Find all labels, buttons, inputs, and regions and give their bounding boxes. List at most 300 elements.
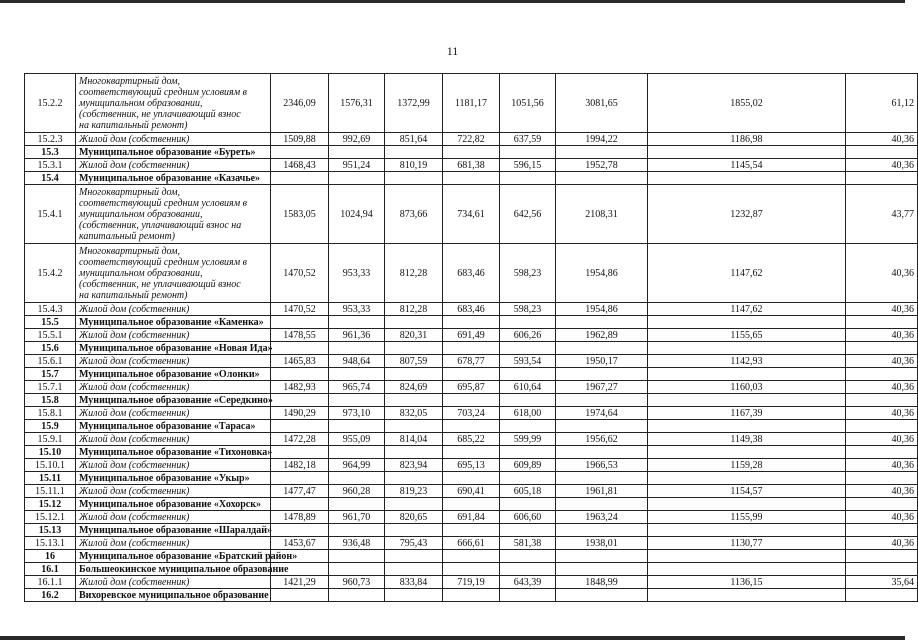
- table-row: [25, 459, 918, 472]
- section-title: Муниципальное образование «Середкино»: [76, 394, 271, 407]
- empty-cell: [385, 146, 443, 159]
- empty-cell: [556, 446, 648, 459]
- description-line: капитальный ремонт): [79, 230, 176, 242]
- empty-cell: [846, 420, 918, 433]
- empty-cell: [271, 316, 329, 329]
- empty-cell: [443, 524, 500, 537]
- row-code: 16: [25, 550, 76, 563]
- empty-cell: [648, 589, 846, 602]
- section-title: Муниципальное образование «Буреть»: [76, 146, 271, 159]
- empty-cell: [500, 146, 556, 159]
- empty-cell: [329, 342, 385, 355]
- empty-cell: [329, 472, 385, 485]
- table-row: [25, 485, 918, 498]
- row-code: 15.2.2: [25, 74, 76, 133]
- section-title: Муниципальное образование «Новая Ида»: [76, 342, 271, 355]
- empty-cell: [556, 420, 648, 433]
- value-cell: 1966,53: [556, 459, 648, 472]
- empty-cell: [329, 146, 385, 159]
- empty-cell: [385, 342, 443, 355]
- empty-cell: [443, 472, 500, 485]
- table-row: [25, 381, 918, 394]
- empty-cell: [385, 589, 443, 602]
- value-cell: 1160,03: [648, 381, 846, 394]
- value-cell: 695,13: [443, 459, 500, 472]
- empty-cell: [556, 472, 648, 485]
- empty-cell: [385, 550, 443, 563]
- empty-cell: [648, 563, 846, 576]
- value-cell: 695,87: [443, 381, 500, 394]
- value-cell: 1167,39: [648, 407, 846, 420]
- value-cell: 1453,67: [271, 537, 329, 550]
- section-title: Муниципальное образование «Укыр»: [76, 472, 271, 485]
- row-description: Жилой дом (собственник): [76, 381, 271, 394]
- section-row: [25, 498, 918, 511]
- empty-cell: [648, 342, 846, 355]
- empty-cell: [648, 368, 846, 381]
- value-cell: 823,94: [385, 459, 443, 472]
- empty-cell: [443, 342, 500, 355]
- description-line: соответствующий средним условиям в: [79, 197, 247, 209]
- value-cell: 812,28: [385, 303, 443, 316]
- empty-cell: [846, 316, 918, 329]
- row-code: 15.12: [25, 498, 76, 511]
- empty-cell: [846, 589, 918, 602]
- row-description: Жилой дом (собственник): [76, 329, 271, 342]
- value-cell: 598,23: [500, 303, 556, 316]
- value-cell: 40,36: [846, 355, 918, 368]
- empty-cell: [648, 524, 846, 537]
- value-cell: 1470,52: [271, 303, 329, 316]
- row-description: Жилой дом (собственник): [76, 355, 271, 368]
- empty-cell: [846, 524, 918, 537]
- empty-cell: [846, 550, 918, 563]
- value-cell: 1149,38: [648, 433, 846, 446]
- row-description: [76, 185, 271, 244]
- page-number: 11: [446, 44, 459, 58]
- value-cell: 43,77: [846, 185, 918, 244]
- empty-cell: [500, 420, 556, 433]
- description-line: соответствующий средним условиям в: [79, 86, 247, 98]
- empty-cell: [443, 550, 500, 563]
- value-cell: 1994,22: [556, 133, 648, 146]
- value-cell: 807,59: [385, 355, 443, 368]
- value-cell: 40,36: [846, 459, 918, 472]
- value-cell: 703,24: [443, 407, 500, 420]
- tariff-table: [24, 73, 918, 602]
- value-cell: 960,28: [329, 485, 385, 498]
- value-cell: 40,36: [846, 159, 918, 172]
- empty-cell: [271, 524, 329, 537]
- row-code: 15.11.1: [25, 485, 76, 498]
- value-cell: 2108,31: [556, 185, 648, 244]
- section-title: Муниципальное образование «Шаралдай»: [76, 524, 271, 537]
- row-code: 16.1.1: [25, 576, 76, 589]
- value-cell: 953,33: [329, 303, 385, 316]
- value-cell: 1136,15: [648, 576, 846, 589]
- row-code: 16.2: [25, 589, 76, 602]
- value-cell: 40,36: [846, 303, 918, 316]
- row-description: Жилой дом (собственник): [76, 433, 271, 446]
- row-description: Жилой дом (собственник): [76, 407, 271, 420]
- value-cell: 833,84: [385, 576, 443, 589]
- value-cell: 1482,93: [271, 381, 329, 394]
- value-cell: 955,09: [329, 433, 385, 446]
- value-cell: 960,73: [329, 576, 385, 589]
- value-cell: 681,38: [443, 159, 500, 172]
- value-cell: 1155,65: [648, 329, 846, 342]
- value-cell: 819,23: [385, 485, 443, 498]
- section-title: Муниципальное образование «Тихоновка»: [76, 446, 271, 459]
- empty-cell: [271, 146, 329, 159]
- row-description: Жилой дом (собственник): [76, 576, 271, 589]
- empty-cell: [443, 420, 500, 433]
- value-cell: 951,24: [329, 159, 385, 172]
- value-cell: 40,36: [846, 244, 918, 303]
- value-cell: 40,36: [846, 133, 918, 146]
- value-cell: 40,36: [846, 511, 918, 524]
- description-line: на капитальный ремонт): [79, 289, 188, 301]
- value-cell: 1130,77: [648, 537, 846, 550]
- description-line: (собственник, не уплачивающий взнос: [79, 108, 241, 120]
- value-cell: 643,39: [500, 576, 556, 589]
- row-description: Жилой дом (собственник): [76, 459, 271, 472]
- value-cell: 1509,88: [271, 133, 329, 146]
- empty-cell: [443, 498, 500, 511]
- row-description: Жилой дом (собственник): [76, 511, 271, 524]
- row-code: 15.13: [25, 524, 76, 537]
- value-cell: 678,77: [443, 355, 500, 368]
- empty-cell: [846, 498, 918, 511]
- description-line: муниципальном образовании,: [79, 97, 203, 109]
- value-cell: 618,00: [500, 407, 556, 420]
- empty-cell: [329, 524, 385, 537]
- section-title: Муниципальное образование «Братский район»: [76, 550, 271, 563]
- empty-cell: [556, 589, 648, 602]
- value-cell: 1950,17: [556, 355, 648, 368]
- table-row: [25, 244, 918, 303]
- empty-cell: [385, 394, 443, 407]
- description-line: муниципальном образовании,: [79, 208, 203, 220]
- empty-cell: [846, 172, 918, 185]
- empty-cell: [443, 368, 500, 381]
- description-line: муниципальном образовании,: [79, 267, 203, 279]
- empty-cell: [329, 394, 385, 407]
- value-cell: 1482,18: [271, 459, 329, 472]
- empty-cell: [648, 498, 846, 511]
- value-cell: 820,31: [385, 329, 443, 342]
- value-cell: 598,23: [500, 244, 556, 303]
- empty-cell: [443, 589, 500, 602]
- section-title: Муниципальное образование «Казачье»: [76, 172, 271, 185]
- value-cell: 593,54: [500, 355, 556, 368]
- section-title: Вихоревское муниципальное образование: [76, 589, 271, 602]
- empty-cell: [556, 316, 648, 329]
- empty-cell: [556, 146, 648, 159]
- value-cell: 609,89: [500, 459, 556, 472]
- description-line: Многоквартирный дом,: [79, 245, 181, 257]
- value-cell: 1181,17: [443, 74, 500, 133]
- empty-cell: [329, 368, 385, 381]
- value-cell: 1477,47: [271, 485, 329, 498]
- value-cell: 1024,94: [329, 185, 385, 244]
- empty-cell: [271, 589, 329, 602]
- section-row: [25, 472, 918, 485]
- empty-cell: [556, 368, 648, 381]
- empty-cell: [556, 550, 648, 563]
- value-cell: 1051,56: [500, 74, 556, 133]
- value-cell: 606,60: [500, 511, 556, 524]
- row-description: Жилой дом (собственник): [76, 303, 271, 316]
- empty-cell: [271, 342, 329, 355]
- empty-cell: [385, 316, 443, 329]
- empty-cell: [846, 368, 918, 381]
- table-row: [25, 433, 918, 446]
- table-row: [25, 303, 918, 316]
- value-cell: 1938,01: [556, 537, 648, 550]
- value-cell: 1961,81: [556, 485, 648, 498]
- value-cell: 873,66: [385, 185, 443, 244]
- row-code: 15.6.1: [25, 355, 76, 368]
- empty-cell: [500, 472, 556, 485]
- empty-cell: [329, 563, 385, 576]
- section-row: [25, 550, 918, 563]
- row-code: 15.13.1: [25, 537, 76, 550]
- section-row: [25, 368, 918, 381]
- empty-cell: [500, 550, 556, 563]
- section-row: [25, 342, 918, 355]
- value-cell: 1155,99: [648, 511, 846, 524]
- value-cell: 1468,43: [271, 159, 329, 172]
- value-cell: 1963,24: [556, 511, 648, 524]
- row-code: 15.9.1: [25, 433, 76, 446]
- empty-cell: [329, 172, 385, 185]
- scan-edge-bottom: [0, 636, 905, 640]
- row-code: 15.4.3: [25, 303, 76, 316]
- section-row: [25, 446, 918, 459]
- value-cell: 1952,78: [556, 159, 648, 172]
- row-description: Жилой дом (собственник): [76, 133, 271, 146]
- table-row: [25, 537, 918, 550]
- table-row: [25, 355, 918, 368]
- empty-cell: [556, 172, 648, 185]
- row-code: 16.1: [25, 563, 76, 576]
- row-code: 15.4: [25, 172, 76, 185]
- empty-cell: [556, 342, 648, 355]
- section-row: [25, 394, 918, 407]
- value-cell: 1848,99: [556, 576, 648, 589]
- scan-edge-top: [0, 0, 905, 3]
- empty-cell: [329, 316, 385, 329]
- empty-cell: [846, 146, 918, 159]
- value-cell: 2346,09: [271, 74, 329, 133]
- value-cell: 610,64: [500, 381, 556, 394]
- value-cell: 734,61: [443, 185, 500, 244]
- section-row: [25, 524, 918, 537]
- value-cell: 666,61: [443, 537, 500, 550]
- empty-cell: [846, 563, 918, 576]
- value-cell: 1147,62: [648, 303, 846, 316]
- value-cell: 40,36: [846, 433, 918, 446]
- section-row: [25, 563, 918, 576]
- value-cell: 820,65: [385, 511, 443, 524]
- row-code: 15.10.1: [25, 459, 76, 472]
- value-cell: 1186,98: [648, 133, 846, 146]
- empty-cell: [271, 446, 329, 459]
- value-cell: 605,18: [500, 485, 556, 498]
- value-cell: 965,74: [329, 381, 385, 394]
- value-cell: 810,19: [385, 159, 443, 172]
- section-row: [25, 172, 918, 185]
- row-code: 15.12.1: [25, 511, 76, 524]
- row-code: 15.10: [25, 446, 76, 459]
- value-cell: 1145,54: [648, 159, 846, 172]
- value-cell: 824,69: [385, 381, 443, 394]
- empty-cell: [846, 394, 918, 407]
- value-cell: 1159,28: [648, 459, 846, 472]
- value-cell: 992,69: [329, 133, 385, 146]
- empty-cell: [500, 524, 556, 537]
- empty-cell: [271, 172, 329, 185]
- empty-cell: [648, 446, 846, 459]
- row-code: 15.3.1: [25, 159, 76, 172]
- empty-cell: [385, 498, 443, 511]
- value-cell: 719,19: [443, 576, 500, 589]
- section-title: Муниципальное образование «Олонки»: [76, 368, 271, 381]
- row-code: 15.3: [25, 146, 76, 159]
- empty-cell: [556, 563, 648, 576]
- empty-cell: [443, 446, 500, 459]
- empty-cell: [648, 316, 846, 329]
- empty-cell: [271, 368, 329, 381]
- row-description: Жилой дом (собственник): [76, 485, 271, 498]
- empty-cell: [385, 472, 443, 485]
- value-cell: 3081,65: [556, 74, 648, 133]
- value-cell: 40,36: [846, 329, 918, 342]
- empty-cell: [443, 316, 500, 329]
- row-description: Жилой дом (собственник): [76, 159, 271, 172]
- empty-cell: [443, 563, 500, 576]
- empty-cell: [500, 342, 556, 355]
- row-code: 15.5: [25, 316, 76, 329]
- value-cell: 814,04: [385, 433, 443, 446]
- empty-cell: [385, 172, 443, 185]
- table-row: [25, 407, 918, 420]
- empty-cell: [648, 420, 846, 433]
- value-cell: 1142,93: [648, 355, 846, 368]
- empty-cell: [846, 342, 918, 355]
- value-cell: 61,12: [846, 74, 918, 133]
- value-cell: 961,70: [329, 511, 385, 524]
- value-cell: 964,99: [329, 459, 385, 472]
- table-row: [25, 511, 918, 524]
- row-description: Жилой дом (собственник): [76, 537, 271, 550]
- value-cell: 1478,55: [271, 329, 329, 342]
- section-title: Муниципальное образование «Каменка»: [76, 316, 271, 329]
- value-cell: 683,46: [443, 303, 500, 316]
- table-row: [25, 576, 918, 589]
- value-cell: 637,59: [500, 133, 556, 146]
- value-cell: 690,41: [443, 485, 500, 498]
- value-cell: 1583,05: [271, 185, 329, 244]
- empty-cell: [271, 394, 329, 407]
- value-cell: 40,36: [846, 407, 918, 420]
- value-cell: 642,56: [500, 185, 556, 244]
- section-title: Муниципальное образование «Хохорск»: [76, 498, 271, 511]
- empty-cell: [500, 563, 556, 576]
- empty-cell: [648, 172, 846, 185]
- value-cell: 40,36: [846, 537, 918, 550]
- value-cell: 1478,89: [271, 511, 329, 524]
- value-cell: 1576,31: [329, 74, 385, 133]
- section-title: Муниципальное образование «Тараса»: [76, 420, 271, 433]
- empty-cell: [648, 472, 846, 485]
- value-cell: 953,33: [329, 244, 385, 303]
- table-row: [25, 185, 918, 244]
- empty-cell: [648, 146, 846, 159]
- empty-cell: [385, 420, 443, 433]
- value-cell: 581,38: [500, 537, 556, 550]
- row-code: 15.5.1: [25, 329, 76, 342]
- section-row: [25, 146, 918, 159]
- empty-cell: [846, 446, 918, 459]
- description-line: (собственник, уплачивающий взнос на: [79, 219, 242, 231]
- value-cell: 795,43: [385, 537, 443, 550]
- empty-cell: [500, 498, 556, 511]
- value-cell: 973,10: [329, 407, 385, 420]
- empty-cell: [329, 550, 385, 563]
- value-cell: 1954,86: [556, 303, 648, 316]
- empty-cell: [329, 589, 385, 602]
- value-cell: 691,84: [443, 511, 500, 524]
- value-cell: 1962,89: [556, 329, 648, 342]
- value-cell: 1154,57: [648, 485, 846, 498]
- value-cell: 1490,29: [271, 407, 329, 420]
- value-cell: 722,82: [443, 133, 500, 146]
- value-cell: 832,05: [385, 407, 443, 420]
- empty-cell: [271, 472, 329, 485]
- empty-cell: [846, 472, 918, 485]
- empty-cell: [329, 420, 385, 433]
- table-row: [25, 329, 918, 342]
- value-cell: 1421,29: [271, 576, 329, 589]
- value-cell: 40,36: [846, 381, 918, 394]
- value-cell: 35,64: [846, 576, 918, 589]
- empty-cell: [500, 368, 556, 381]
- empty-cell: [648, 394, 846, 407]
- empty-cell: [443, 172, 500, 185]
- row-code: 15.2.3: [25, 133, 76, 146]
- value-cell: 1470,52: [271, 244, 329, 303]
- table-row: [25, 159, 918, 172]
- value-cell: 1472,28: [271, 433, 329, 446]
- row-code: 15.4.1: [25, 185, 76, 244]
- empty-cell: [500, 394, 556, 407]
- description-line: Многоквартирный дом,: [79, 75, 181, 87]
- row-code: 15.9: [25, 420, 76, 433]
- value-cell: 691,49: [443, 329, 500, 342]
- empty-cell: [329, 446, 385, 459]
- value-cell: 1855,02: [648, 74, 846, 133]
- value-cell: 599,99: [500, 433, 556, 446]
- empty-cell: [271, 420, 329, 433]
- description-line: на капитальный ремонт): [79, 119, 188, 131]
- value-cell: 596,15: [500, 159, 556, 172]
- empty-cell: [385, 563, 443, 576]
- table-body: [25, 74, 918, 602]
- row-code: 15.7.1: [25, 381, 76, 394]
- table-row: [25, 74, 918, 133]
